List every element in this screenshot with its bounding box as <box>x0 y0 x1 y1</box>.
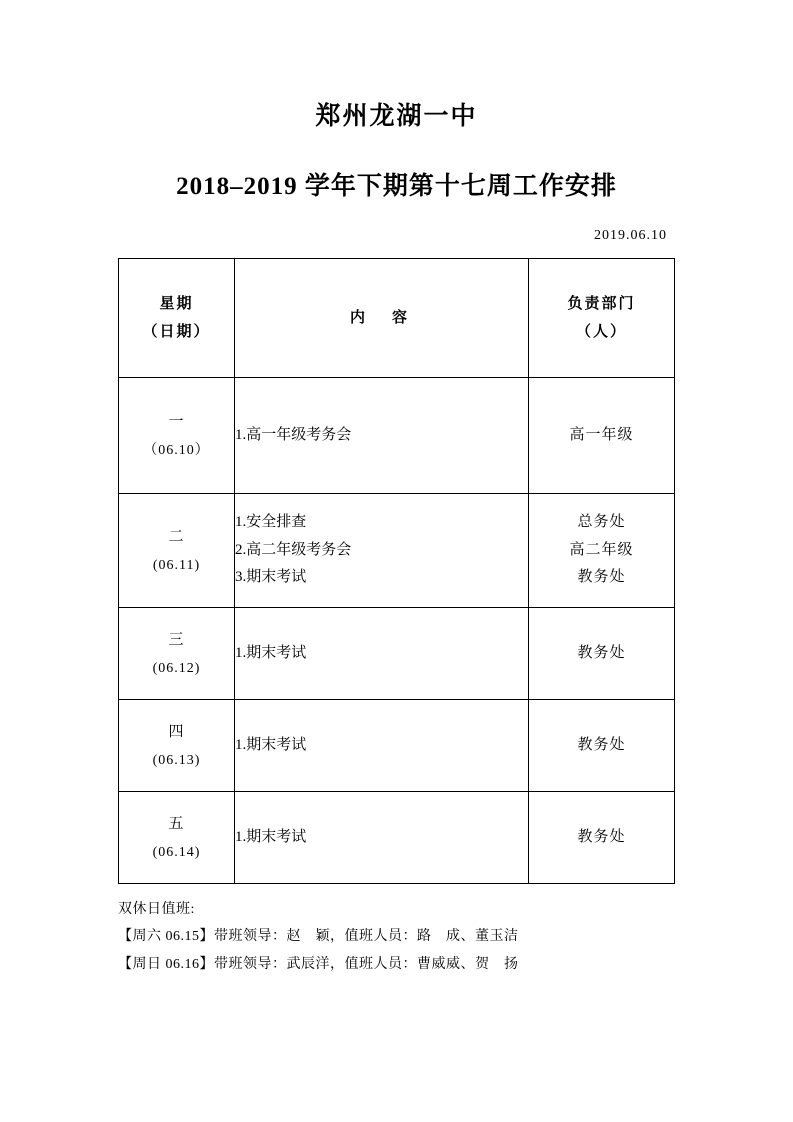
header-content-label: 内 容 <box>349 309 413 326</box>
content-item: 1.高一年级考务会 <box>235 426 352 443</box>
table-row <box>119 608 675 700</box>
row-day-date: (06.14) <box>152 844 201 860</box>
table-header-row <box>119 259 675 378</box>
row-content-cell <box>235 494 529 608</box>
page-title: 郑州龙湖一中 <box>315 103 478 130</box>
row-day-cell <box>119 792 235 884</box>
content-item: 1.期末考试 <box>235 644 307 661</box>
dept-item: 高二年级 <box>569 541 634 558</box>
row-dept-cell <box>529 700 675 792</box>
content-item: 3.期末考试 <box>235 569 307 586</box>
row-day-cell <box>119 700 235 792</box>
header-day-sub: （日期） <box>142 324 211 340</box>
header-dept-main: 负责部门 <box>567 295 636 312</box>
row-day-cell <box>119 608 235 700</box>
row-content-cell <box>235 700 529 792</box>
row-dept-cell <box>529 792 675 884</box>
row-day-date: (06.12) <box>152 660 201 676</box>
dept-item: 教务处 <box>577 569 626 586</box>
header-dept-sub: （人） <box>575 324 627 340</box>
dept-item: 高一年级 <box>569 426 634 443</box>
notes-line-saturday: 【周六 06.15】带班领导：赵 颖，值班人员：路 成、董玉洁 <box>118 929 519 945</box>
dept-item: 教务处 <box>577 644 626 661</box>
dept-item: 教务处 <box>577 736 626 753</box>
row-day-name: 三 <box>168 631 185 648</box>
content-item: 1.期末考试 <box>235 828 307 845</box>
row-day-name: 五 <box>168 815 185 832</box>
row-day-name: 一 <box>168 413 185 430</box>
row-content-cell <box>235 378 529 494</box>
row-day-date: （06.10） <box>143 442 210 458</box>
content-item: 1.安全排查 <box>235 513 307 530</box>
row-dept-cell <box>529 494 675 608</box>
table-row <box>119 792 675 884</box>
notes-line-sunday: 【周日 06.16】带班领导：武辰洋，值班人员：曹威威、贺 扬 <box>118 956 519 972</box>
row-day-date: (06.13) <box>152 752 201 768</box>
notes-heading: 双休日值班: <box>118 902 195 917</box>
row-day-cell <box>119 378 235 494</box>
header-cell-day <box>119 259 235 378</box>
page-subtitle: 2018–2019 学年下期第十七周工作安排 <box>176 173 617 200</box>
header-cell-content <box>235 259 529 378</box>
dept-item: 总务处 <box>577 513 626 530</box>
table-row <box>119 494 675 608</box>
row-day-date: (06.11) <box>152 557 201 573</box>
row-dept-cell <box>529 378 675 494</box>
header-day-main: 星期 <box>159 295 194 312</box>
content-item: 1.期末考试 <box>235 736 307 753</box>
schedule-table <box>118 258 675 884</box>
dept-item: 教务处 <box>577 828 626 845</box>
row-day-cell <box>119 494 235 608</box>
row-dept-cell <box>529 608 675 700</box>
row-day-name: 四 <box>168 723 185 740</box>
content-item: 2.高二年级考务会 <box>235 541 352 558</box>
header-cell-dept <box>529 259 675 378</box>
table-row <box>119 378 675 494</box>
document-date: 2019.06.10 <box>594 228 667 243</box>
row-day-name: 二 <box>168 528 185 545</box>
weekend-duty-notes <box>118 896 675 978</box>
row-content-cell <box>235 608 529 700</box>
table-row <box>119 700 675 792</box>
row-content-cell <box>235 792 529 884</box>
